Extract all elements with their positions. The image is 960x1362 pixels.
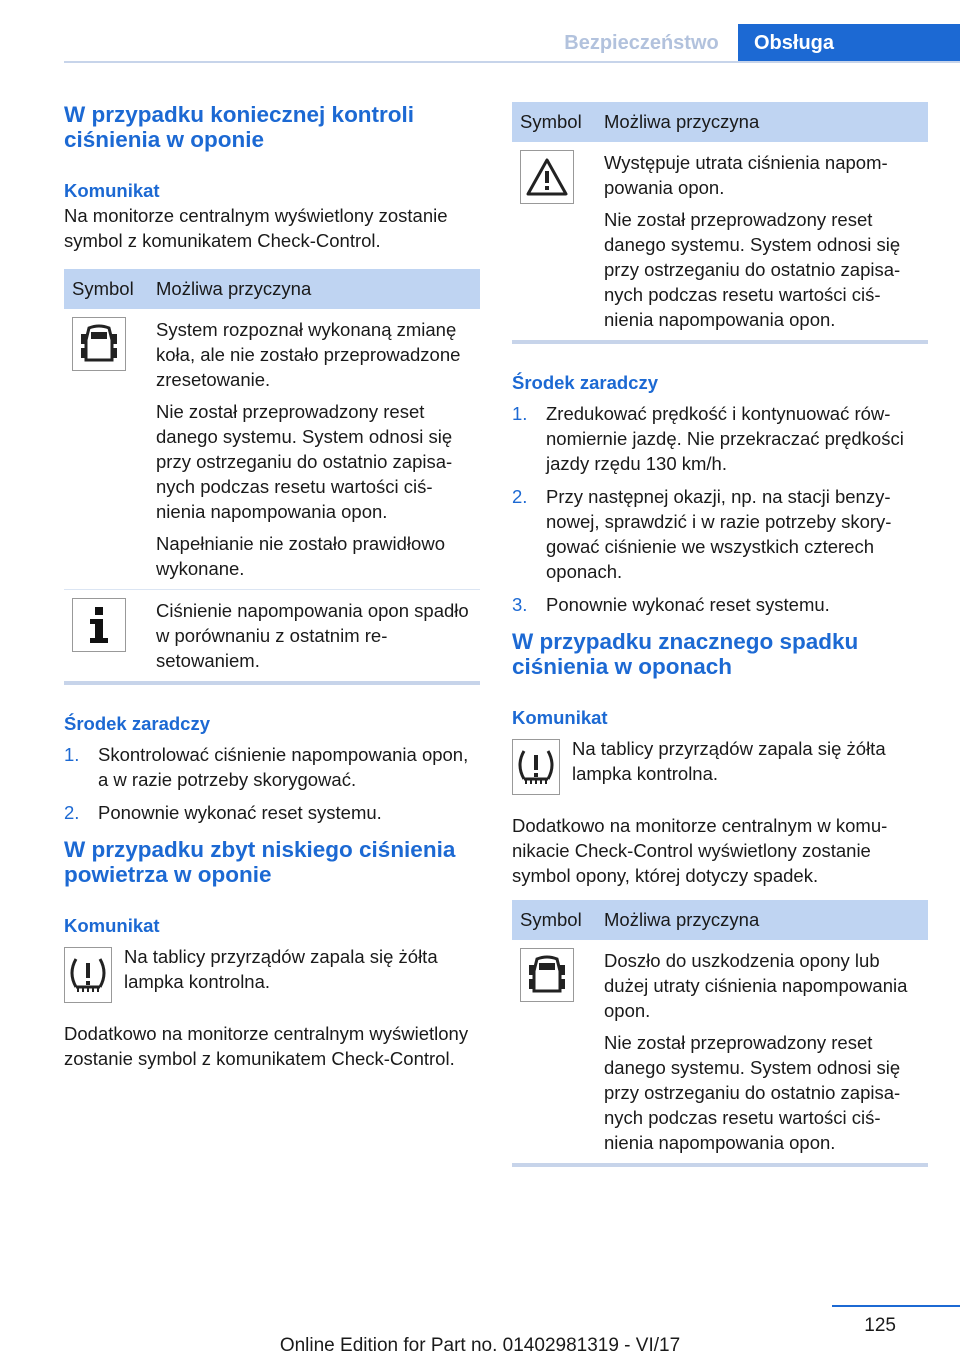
section-title-check-pressure: W przypadku koniecznej kontroli ciśnienia w oponie [64,102,415,152]
cause-text: Ciśnienie napompowania opon spadło w porównaniu z ostatnim resetowaniem. [156,600,469,671]
step-number: 2. [512,486,528,507]
edition-note: Online Edition for Part no. 01402981319 - VI/17 [279,1335,681,1356]
step-text: Zredukować prędkość i kontynuować równomiernie jazdę. Nie przekraczać prędkości jazdy rzędu 130 km/h. [546,403,904,474]
tab-safety[interactable]: Bezpieczeństwo [564,32,719,54]
message-heading: Komunikat [64,180,160,201]
step-text: Skontrolować ciśnienie napompowania opon, a w razie potrzeby skorygować. [98,744,469,790]
tire-pressure-warning-icon [512,739,560,795]
remedy-heading: Środek zaradczy [512,372,659,393]
footer-rule [832,1305,960,1307]
cause-text: Doszło do uszkodzenia opony lub dużej utraty ciśnienia napompowania opon. [604,950,908,1021]
symbol-table-1 [64,269,480,685]
cause-text: System rozpoznał wykonaną zmianę koła, ale nie zostało przeprowadzone zresetowanie. [156,319,461,390]
right-column [512,102,928,1167]
remedy-steps [64,742,480,825]
col-symbol: Symbol [512,102,596,142]
col-symbol: Symbol [512,900,596,940]
indicator-text: Na tablicy przyrządów zapala się żółta lampka kontrolna. [572,738,886,784]
indicator-message [64,944,480,1003]
cause-text: Nie został przeprowadzony reset danego systemu. System odnosi się przy ostrzeganiu do ostatnio zapisanych podczas resetu wartości ciśnienia napompowania opon. [156,401,453,522]
cause-text: Występuje utrata ciśnienia napompowania opon. [604,152,888,198]
table-row [64,590,480,684]
step-text: Ponownie wykonać reset systemu. [546,594,830,615]
step-number: 2. [64,802,80,823]
info-icon [72,598,126,652]
indicator-message [512,736,928,795]
car-tire-icon [520,948,574,1002]
step-number: 3. [512,594,528,615]
cause-text: Napełnianie nie zostało prawidłowo wykonane. [156,533,445,579]
list-item [512,401,928,476]
message-text: Dodatkowo na monitorze centralnym w komunikacie Check-Control wyświetlony zostanie symbol opony, której dotyczy spadek. [512,815,888,886]
list-item [512,592,928,617]
table-row [64,309,480,590]
car-tire-icon [72,317,126,371]
remedy-steps [512,401,928,617]
list-item [64,800,480,825]
table-row [512,940,928,1165]
col-cause: Możliwa przyczyna [148,269,480,309]
table-row [512,142,928,342]
header-rule [64,61,960,63]
remedy-heading: Środek zaradczy [64,713,211,734]
message-text: Dodatkowo na monitorze centralnym wyświetlony zostanie symbol z komunikatem Check-Control. [64,1023,469,1069]
section-title-low-pressure: W przypadku zbyt niskiego ciśnienia powietrza w oponie [64,837,456,887]
indicator-text: Na tablicy przyrządów zapala się żółta lampka kontrolna. [124,946,438,992]
step-text: Ponownie wykonać reset systemu. [98,802,382,823]
list-item [512,484,928,584]
page-number: 125 [864,1315,896,1336]
message-heading: Komunikat [64,915,160,936]
tire-pressure-warning-icon [64,947,112,1003]
step-number: 1. [64,744,80,765]
tab-operation[interactable]: Obsługa [738,24,960,63]
list-item [64,742,480,792]
col-symbol: Symbol [64,269,148,309]
warning-triangle-icon [520,150,574,204]
col-cause: Możliwa przyczyna [596,900,928,940]
step-text: Przy następnej okazji, np. na stacji benzynowej, sprawdzić i w razie potrzeby skorygować ciśnienie we wszystkich czterech oponach. [546,486,892,582]
symbol-table-3 [512,900,928,1167]
step-number: 1. [512,403,528,424]
message-heading: Komunikat [512,707,608,728]
section-title-significant-drop: W przypadku znacznego spadku ciśnienia w oponach [512,629,859,679]
symbol-table-2 [512,102,928,344]
cause-text: Nie został przeprowadzony reset danego systemu. System odnosi się przy ostrzeganiu do ostatnio zapisanych podczas resetu wartości ciśnienia napompowania opon. [604,209,901,330]
message-text: Na monitorze centralnym wyświetlony zostanie symbol z komunikatem Check-Control. [64,205,448,251]
col-cause: Możliwa przyczyna [596,102,928,142]
cause-text: Nie został przeprowadzony reset danego systemu. System odnosi się przy ostrzeganiu do ostatnio zapisanych podczas resetu wartości ciśnienia napompowania opon. [604,1032,901,1153]
left-column [64,102,480,1071]
